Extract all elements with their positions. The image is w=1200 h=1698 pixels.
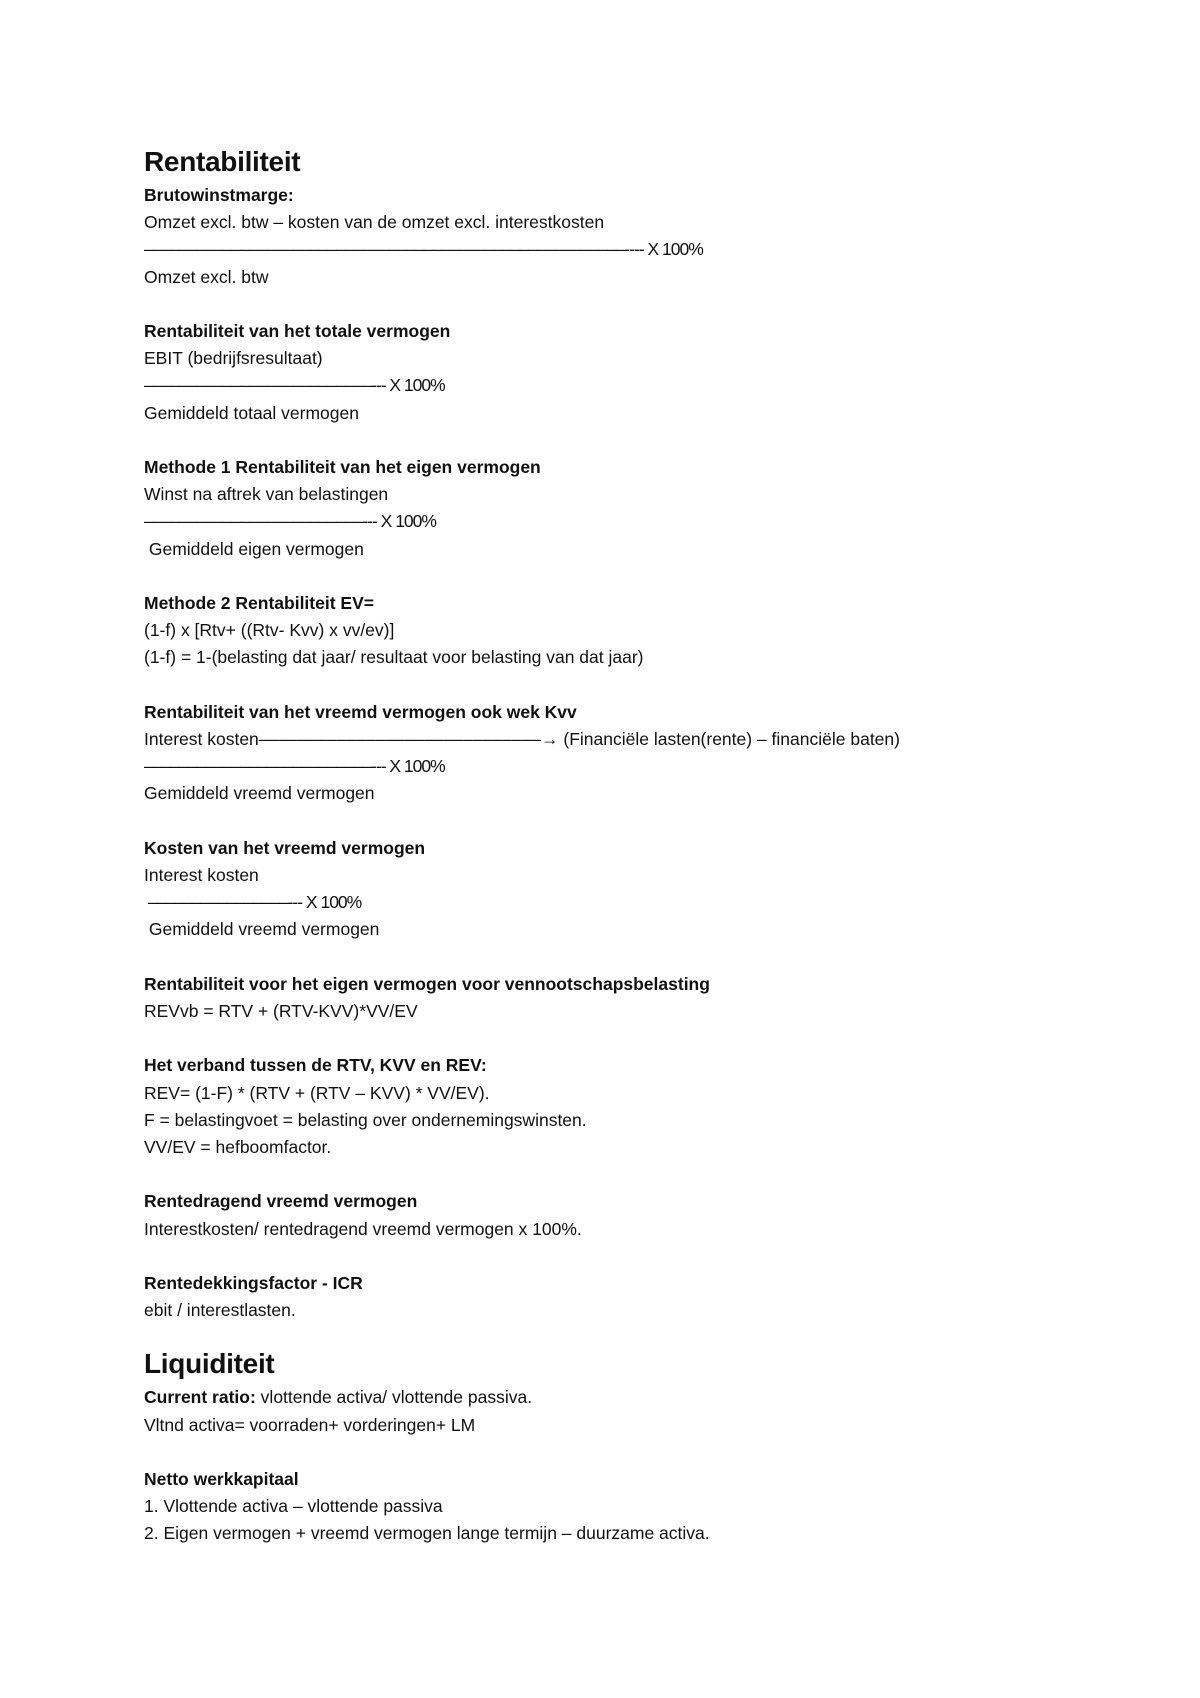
current-ratio-text: vlottende activa/ vlottende passiva.: [255, 1387, 533, 1408]
brutowinstmarge-denominator: Omzet excl. btw: [144, 266, 269, 287]
rev-methode1-numerator: Winst na aftrek van belastingen: [144, 484, 389, 505]
rev-methode2-block: [144, 590, 1144, 672]
verband-block: [144, 1052, 1144, 1161]
revvb-heading: Rentabiliteit voor het eigen vermogen voor vennootschapsbelasting: [144, 973, 710, 994]
rev-methode1-block: [144, 454, 1144, 563]
rvv-heading: Rentabiliteit van het vreemd vermogen ook wek Kvv: [144, 701, 577, 722]
rtv-numerator: EBIT (bedrijfsresultaat): [144, 348, 323, 369]
brutowinstmarge-numerator: Omzet excl. btw – kosten van de omzet excl. interestkosten: [144, 212, 605, 233]
kvv-block: [144, 835, 1144, 944]
rtv-denominator: Gemiddeld totaal vermogen: [144, 402, 359, 423]
rev-methode2-f-definition: (1-f) = 1-(belasting dat jaar/ resultaat voor belasting van dat jaar): [144, 647, 644, 668]
kvv-numerator: Interest kosten: [144, 865, 259, 885]
verband-heading: Het verband tussen de RTV, KVV en REV:: [144, 1055, 487, 1076]
rvv-denominator: Gemiddeld vreemd vermogen: [144, 783, 375, 804]
brutowinstmarge-heading: Brutowinstmarge:: [144, 185, 294, 205]
vlottende-activa-definition: Vltnd activa= voorraden+ vorderingen+ LM: [144, 1414, 476, 1435]
rev-methode1-denominator: Gemiddeld eigen vermogen: [144, 538, 364, 559]
kvv-heading: Kosten van het vreemd vermogen: [144, 837, 426, 858]
rtv-divider: ––––––––––––––––––––––––––--- X 100%: [144, 375, 445, 396]
rev-methode2-formula: (1-f) x [Rtv+ ((Rtv- Kvv) x vv/ev)]: [144, 620, 395, 641]
current-ratio-line: [144, 1384, 1144, 1411]
verband-f-definition: F = belastingvoet = belasting over ondernemingswinsten.: [144, 1109, 587, 1130]
rvv-divider: ––––––––––––––––––––––––––--- X 100%: [144, 756, 445, 777]
current-ratio-block: [144, 1384, 1144, 1438]
revvb-block: [144, 971, 1144, 1025]
icr-block: [144, 1270, 1144, 1324]
verband-formula: REV= (1-F) * (RTV + (RTV – KVV) * VV/EV).: [144, 1082, 490, 1103]
rtv-heading: Rentabiliteit van het totale vermogen: [144, 321, 451, 341]
rev-methode1-heading: Methode 1 Rentabiliteit van het eigen vermogen: [144, 457, 541, 477]
kvv-denominator: Gemiddeld vreemd vermogen: [144, 919, 380, 940]
brutowinstmarge-divider: –––––––––––––––––––––––––––––––––––––––––––––––––––––––---- X 100%: [144, 239, 703, 260]
netto-werkkapitaal-method2: 2. Eigen vermogen + vreemd vermogen lange termijn – duurzame activa.: [144, 1523, 710, 1544]
verband-hefboom-definition: VV/EV = hefboomfactor.: [144, 1137, 332, 1157]
rtv-block: [144, 318, 1144, 427]
rvv-numerator: Interest kosten–––––––––––––––––––––––––––––→ (Financiële lasten(rente) – financiële baten): [144, 729, 900, 749]
revvb-formula: REVvb = RTV + (RTV-KVV)*VV/EV: [144, 1001, 418, 1021]
rev-methode1-divider: –––––––––––––––––––––––––--- X 100%: [144, 511, 436, 532]
rentabiliteit-title: Rentabiliteit: [144, 146, 301, 177]
icr-formula: ebit / interestlasten.: [144, 1300, 296, 1321]
netto-werkkapitaal-method1: 1. Vlottende activa – vlottende passiva: [144, 1496, 443, 1517]
document-page: [144, 142, 1144, 1548]
kvv-divider: ––––––––––––––––--- X 100%: [144, 892, 362, 913]
rvv-block: [144, 699, 1144, 808]
rentedragend-block: [144, 1188, 1144, 1242]
current-ratio-label: Current ratio:: [144, 1387, 256, 1408]
icr-heading: Rentedekkingsfactor - ICR: [144, 1272, 363, 1293]
liquiditeit-title: Liquiditeit: [144, 1348, 275, 1380]
brutowinstmarge-block: [144, 182, 1144, 291]
rentedragend-heading: Rentedragend vreemd vermogen: [144, 1191, 418, 1212]
netto-werkkapitaal-heading: Netto werkkapitaal: [144, 1468, 299, 1489]
netto-werkkapitaal-block: [144, 1466, 1144, 1548]
rev-methode2-heading: Methode 2 Rentabiliteit EV=: [144, 593, 374, 613]
rentedragend-formula: Interestkosten/ rentedragend vreemd vermogen x 100%.: [144, 1218, 582, 1239]
